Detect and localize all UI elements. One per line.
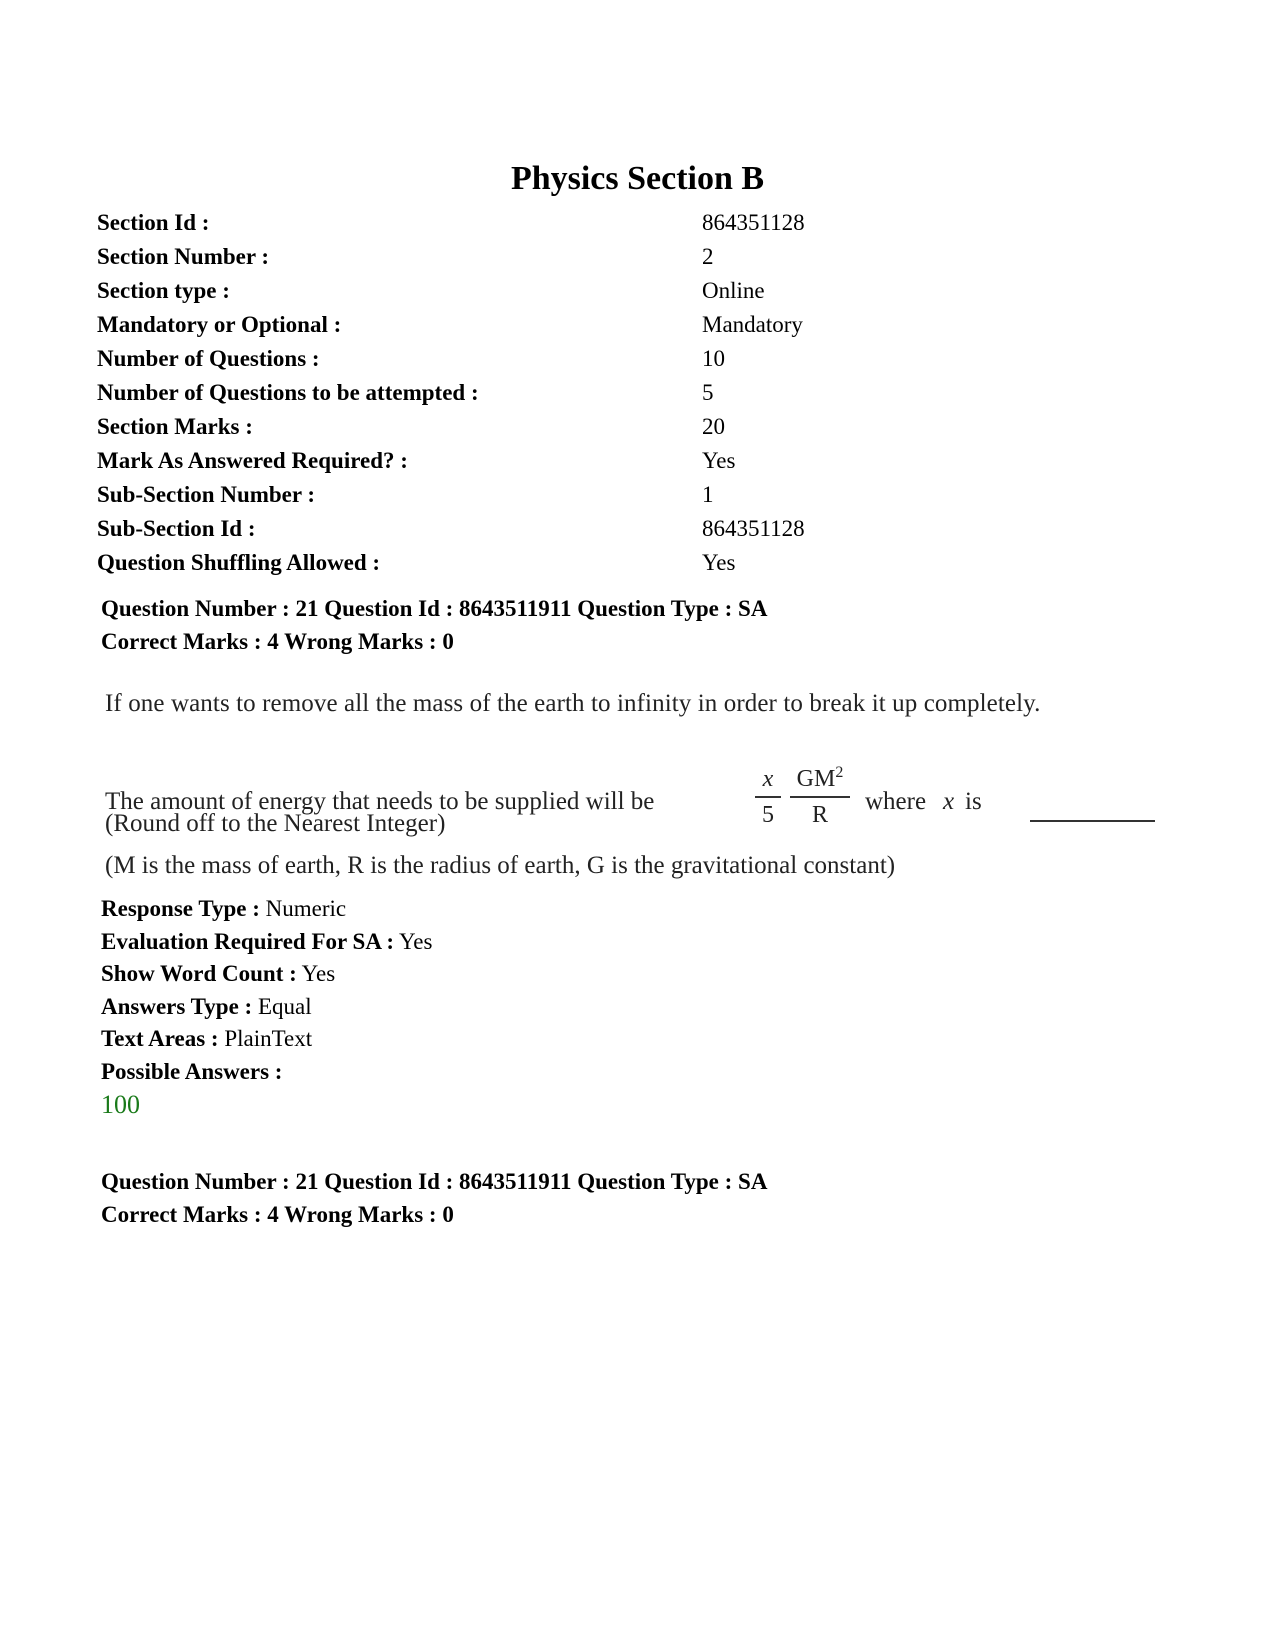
question-text-line: (Round off to the Nearest Integer) [105, 810, 446, 837]
question-header-line: Question Number : 21 Question Id : 8643511911 Question Type : SA [101, 596, 768, 621]
info-label: Question Shuffling Allowed : [97, 550, 381, 575]
meta-row [101, 926, 432, 959]
info-label: Mark As Answered Required? : [97, 448, 408, 473]
answer-blank [1030, 820, 1155, 822]
question-header-2 [101, 1165, 1201, 1231]
meta-label: Show Word Count : [101, 961, 297, 986]
meta-label: Text Areas : [101, 1026, 219, 1051]
meta-label: Answers Type : [101, 993, 253, 1019]
info-label: Section type : [97, 278, 230, 303]
exponent: 2 [835, 764, 844, 781]
question-variable: x [943, 788, 955, 815]
fraction-x-over-5 [755, 762, 781, 832]
info-value: 5 [702, 380, 714, 405]
info-value: 20 [702, 414, 725, 439]
info-row [97, 546, 1097, 580]
question-text-line: (M is the mass of earth, R is the radius of earth, G is the gravitational constant) [105, 852, 896, 879]
question-header-line: Question Number : 21 Question Id : 8643511911 Question Type : SA [101, 1169, 768, 1194]
info-row [97, 240, 1097, 274]
info-label: Number of Questions to be attempted : [97, 380, 479, 405]
meta-value: Numeric [259, 896, 347, 921]
fraction-numerator: x [762, 766, 774, 792]
info-row [97, 342, 1097, 376]
question-text-segment: is [965, 788, 982, 815]
response-meta [101, 893, 432, 1088]
info-value: 864351128 [702, 210, 805, 235]
info-value: Online [702, 278, 765, 303]
info-value: Yes [702, 448, 736, 473]
meta-label: Possible Answers : [101, 1058, 283, 1084]
info-label: Section Number : [97, 244, 270, 269]
info-label: Mandatory or Optional : [97, 312, 342, 337]
fraction-numerator-base: GM [796, 766, 836, 792]
meta-label: Response Type : [101, 896, 260, 921]
info-row [97, 512, 1097, 546]
question-marks-line: Correct Marks : 4 Wrong Marks : 0 [101, 629, 454, 654]
section-info-table [97, 206, 1097, 580]
meta-row [101, 958, 432, 991]
info-label: Section Id : [97, 210, 210, 235]
info-row [97, 308, 1097, 342]
question-marks-line: Correct Marks : 4 Wrong Marks : 0 [101, 1202, 454, 1227]
meta-row [101, 1056, 432, 1089]
meta-row [101, 893, 432, 926]
question-text-line: If one wants to remove all the mass of the earth to infinity in order to break it up completely. [105, 690, 1041, 717]
info-row [97, 478, 1097, 512]
meta-value: Equal [252, 993, 312, 1019]
info-row [97, 444, 1097, 478]
info-value: 10 [702, 346, 725, 371]
meta-row [101, 1023, 432, 1056]
info-label: Sub-Section Number : [97, 482, 316, 507]
possible-answer-value: 100 [101, 1090, 140, 1119]
fraction-denominator: R [790, 796, 850, 832]
info-row [97, 206, 1097, 240]
meta-value: Yes [296, 961, 336, 986]
info-value: Yes [702, 550, 736, 575]
info-label: Sub-Section Id : [97, 516, 256, 541]
info-label: Number of Questions : [97, 346, 320, 371]
info-value: 1 [702, 482, 714, 507]
info-row [97, 274, 1097, 308]
meta-value: Yes [394, 928, 433, 954]
info-value: 864351128 [702, 516, 805, 541]
info-value: Mandatory [702, 312, 803, 337]
info-value: 2 [702, 244, 714, 269]
fraction-denominator: 5 [755, 796, 781, 832]
info-label: Section Marks : [97, 414, 253, 439]
fraction-gm2-over-r [790, 762, 850, 832]
meta-value: PlainText [218, 1026, 313, 1051]
question-header-1 [101, 592, 1201, 658]
meta-row [101, 991, 432, 1024]
meta-label: Evaluation Required For SA : [101, 928, 395, 954]
question-text-segment: The amount of energy that needs to be supplied will be [105, 788, 655, 815]
page-title: Physics Section B [510, 160, 765, 197]
question-text-segment: where [865, 788, 927, 815]
info-row [97, 376, 1097, 410]
fraction-numerator [790, 762, 850, 796]
info-row [97, 410, 1097, 444]
